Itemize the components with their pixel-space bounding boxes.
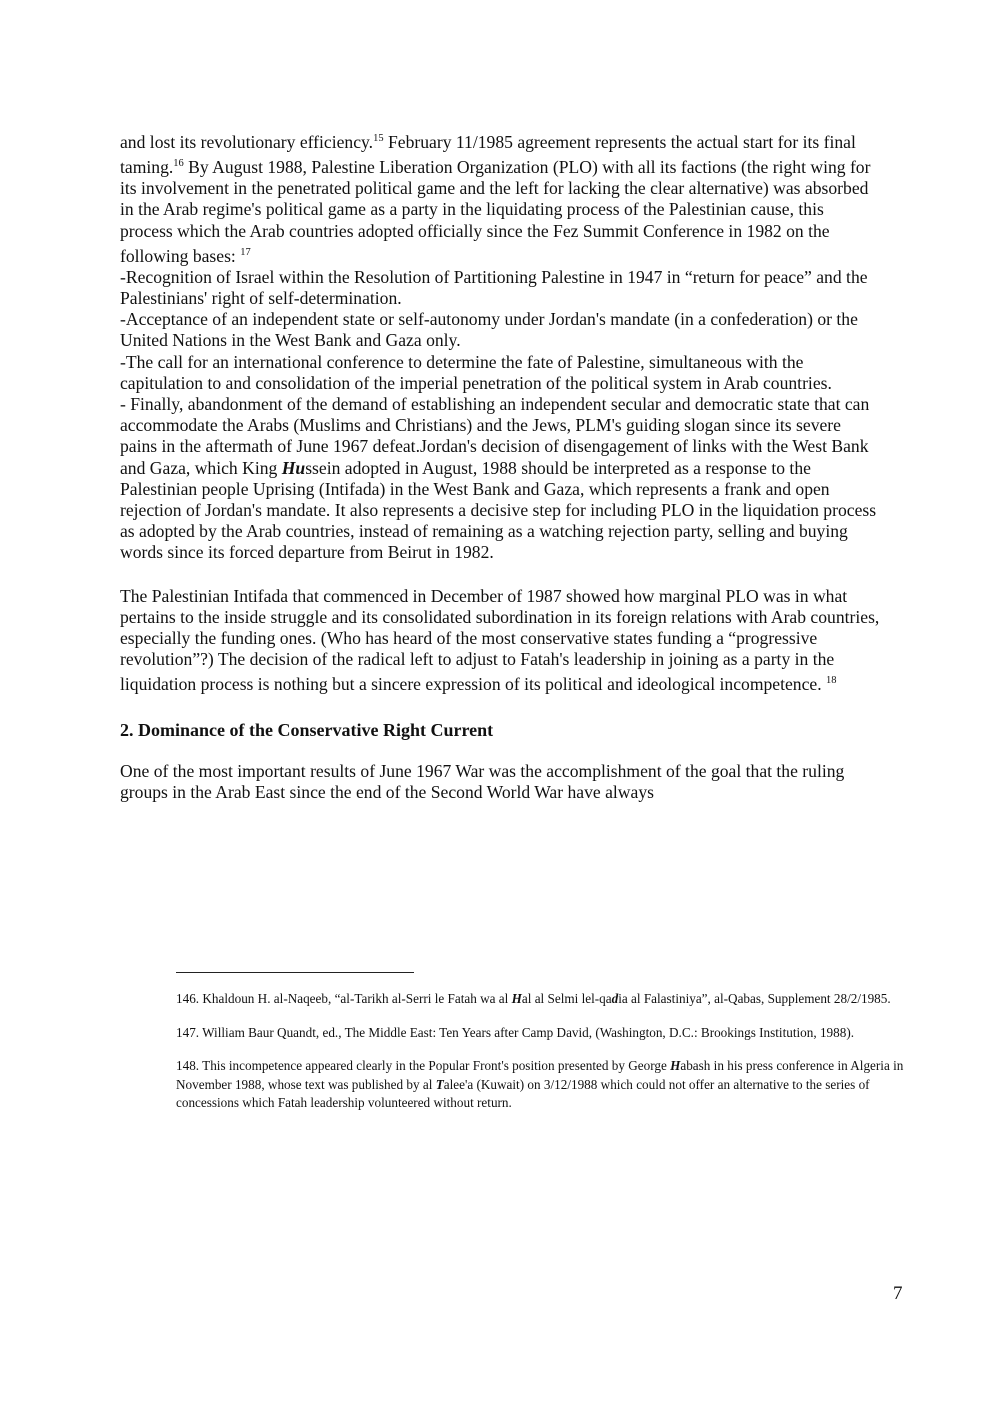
- text-run: al al Selmi lel-qa: [521, 991, 612, 1006]
- list-item-abandonment: [120, 394, 880, 564]
- list-item-acceptance: -Acceptance of an independent state or self-autonomy under Jordan's mandate (in a confederation) or the United Nations in the West Bank and Gaza only.: [120, 309, 858, 351]
- text-run: The Palestinian Intifada that commenced in December of 1987 showed how marginal PLO was in what pertains to the inside struggle and its consolidated subordination in its foreign relations with Arab countries, especially the funding ones. (Who has heard of the most conservative states funding a “progressive revolution”?) The decision of the radical left to adjust to Fatah's leadership in joining as a party in the liquidation process is nothing but a sincere expression of its political and ideological incompetence.: [120, 585, 880, 695]
- footnote-ref[interactable]: 18: [826, 675, 837, 687]
- emphasis: d: [611, 991, 619, 1006]
- text-run: alee'a (Kuwait) on 3/12/1988 which could not offer an alternative to the series of concessions which Fatah leadership volunteered without return.: [176, 1076, 870, 1111]
- paragraph-dominance: One of the most important results of June 1967 War was the accomplishment of the goal that the ruling groups in the Arab East since the end of the Second World War have always: [120, 760, 845, 802]
- text-run: abash in his press conference in Algeria in November 1988, whose text was published by al: [176, 1058, 904, 1092]
- list-item-conference: -The call for an international conference to determine the fate of Palestine, simultaneous with the capitulation to and consolidation of the imperial penetration of the political system in Arab countries.: [120, 351, 832, 393]
- emphasis: H: [670, 1058, 681, 1074]
- text-run: February 11/1985 agreement represents the actual start for its final taming.: [120, 131, 856, 177]
- section-heading: 2. Dominance of the Conservative Right Current: [120, 719, 494, 740]
- emphasis: H: [511, 991, 522, 1006]
- footnote-147: 147. William Baur Quandt, ed., The Middle East: Ten Years after Camp David, (Washington, D.C.: Brookings Institution, 1988).: [176, 1024, 855, 1040]
- paragraph-intifada: [120, 586, 880, 696]
- text-run: By August 1988, Palestine Liberation Organization (PLO) with all its factions (the right wing for its involvement in the penetrated political game and the left for lacking the clear alternative) was absorbed in the Arab regime's political game as a party in the liquidating process of the Palestinian cause, this process which the Arab countries adopted officially since the Fez Summit Conference in 1982 on the following bases:: [120, 156, 871, 266]
- text-run: - Finally, abandonment of the demand of establishing an independent secular and democratic state that can accommodate the Arabs (Muslims and Christians) and the Jews, PLM's guiding slogan since its severe pains in the aftermath of June 1967 defeat.Jordan's decision of disengagement of links with the West Bank and Gaza, which King: [120, 394, 870, 478]
- text-run: ia al Falastiniya”, al-Qabas, Supplement 28/2/1985.: [618, 991, 891, 1006]
- footnote-146: [176, 990, 916, 1009]
- main-text: [120, 128, 880, 803]
- paragraph-intro: [120, 128, 880, 267]
- text-run: 146. Khaldoun H. al-Naqeeb, “al-Tarikh al-Serri le Fatah wa al: [176, 991, 512, 1006]
- footnote-ref[interactable]: 15: [373, 133, 384, 144]
- footnote-ref[interactable]: 16: [173, 158, 184, 170]
- emphasis: T: [435, 1076, 444, 1092]
- list-item-recognition: -Recognition of Israel within the Resolution of Partitioning Palestine in 1947 in “return for peace” and the Palestinians' right of self-determination.: [120, 266, 868, 308]
- footnote-ref[interactable]: 17: [240, 246, 251, 258]
- footnote-148: [176, 1057, 916, 1113]
- footnote-divider: [176, 972, 414, 973]
- emphasis: Hu: [281, 457, 306, 478]
- footnotes: [176, 990, 916, 1128]
- page-number: 7: [893, 1283, 903, 1304]
- text-run: 148. This incompetence appeared clearly in the Popular Front's position presented by George: [176, 1058, 671, 1074]
- text-run: ssein adopted in August, 1988 should be interpreted as a response to the Palestinian people Uprising (Intifada) in the West Bank and Gaza, which represents a frank and open rejection of Jordan's mandate. It also represents a decisive step for including PLO in the liquidation process as adopted by the Arab countries, instead of remaining as a watching rejection party, selling and buying words since its forced departure from Beirut in 1982.: [120, 457, 877, 563]
- text-run: and lost its revolutionary efficiency.: [120, 131, 374, 152]
